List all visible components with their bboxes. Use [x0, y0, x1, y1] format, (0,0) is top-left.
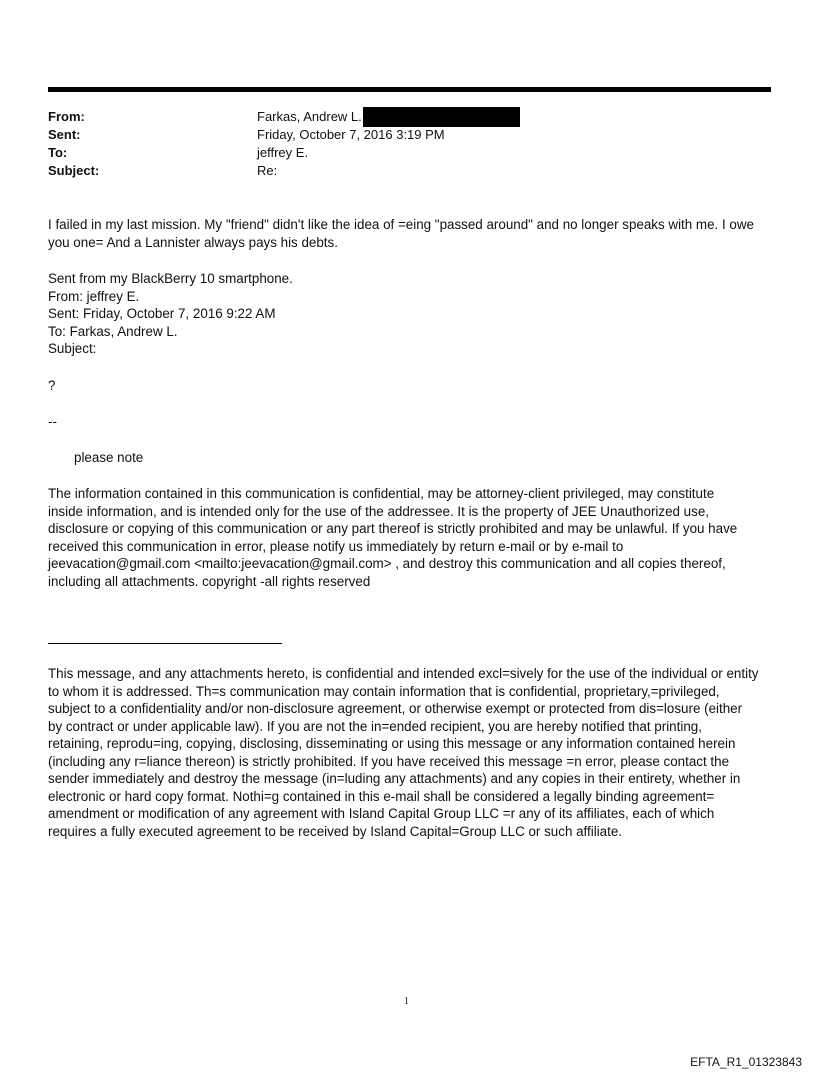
subject-label: Subject: — [48, 163, 100, 178]
confidential-line: inside information, and is intended only for the use of the addressee. It is the property of JEE Unauthorized use, — [48, 503, 709, 519]
disclaimer-line: amendment or modification of any agreement with Island Capital Group LLC =r any of its affiliates, each of which — [48, 806, 715, 821]
from-value: Farkas, Andrew L. — [257, 109, 362, 124]
quoted-line: To: Farkas, Andrew L. — [48, 323, 178, 339]
disclaimer-line: (including any r=liance thereon) is strictly prohibited. If you have received this message =n error, please contact the — [48, 753, 730, 769]
disclaimer-line: to whom it is addressed. Th=s communication may contain information that is confidential, proprietary,=privileged, — [48, 683, 720, 699]
disclaimer-paragraph — [48, 665, 778, 840]
disclaimer-line: by contract or under applicable law). If you are not the in=ended recipient, you are hereby notified that printing, — [48, 718, 702, 734]
please-note: please note — [74, 450, 144, 465]
to-label: To: — [48, 145, 68, 160]
reply-line: I failed in my last mission. My "friend" didn't like the idea of =eing "passed around" and no longer speaks with me. I owe — [48, 217, 754, 232]
confidentiality-paragraph — [48, 485, 778, 590]
page-number: 1 — [404, 996, 409, 1007]
confidential-line: received this communication in error, please notify us immediately by return e-mail or by e-mail to — [48, 538, 624, 554]
confidential-line: including all attachments. copyright -all rights reserved — [48, 573, 371, 589]
disclaimer-line: retaining, reprodu=ing, copying, disclosing, disseminating or using this message or any information contained herein — [48, 736, 736, 751]
quoted-header — [48, 270, 778, 358]
reply-paragraph — [48, 216, 778, 251]
confidential-line: disclosure or copying of this communication or any part thereof is strictly prohibited and may be unlawful. If you have — [48, 521, 738, 536]
confidential-line: jeevacation@gmail.com <mailto:jeevacation@gmail.com> , and destroy this communication and all copies thereof, — [48, 556, 726, 571]
to-value: jeffrey E. — [257, 145, 309, 160]
signature-separator: -- — [48, 414, 57, 429]
disclaimer-line: sender immediately and destroy the message (in=luding any attachments) and any copies in their entirety, whether in — [48, 771, 741, 786]
disclaimer-line: This message, and any attachments hereto, is confidential and intended excl=sively for the use of the individual or entity — [48, 666, 759, 681]
subject-value: Re: — [257, 163, 278, 178]
disclaimer-line: electronic or hard copy format. Nothi=g contained in this e-mail shall be considered a legally binding agreement= — [48, 788, 715, 804]
header-rule — [48, 87, 771, 92]
sent-label: Sent: — [48, 127, 81, 142]
quoted-line: Subject: — [48, 341, 97, 356]
quoted-line: From: jeffrey E. — [48, 288, 140, 304]
quoted-line: Sent: Friday, October 7, 2016 9:22 AM — [48, 306, 276, 321]
from-label: From: — [48, 109, 85, 124]
confidential-line: The information contained in this communication is confidential, may be attorney-client privileged, may constitute — [48, 486, 715, 501]
sent-value: Friday, October 7, 2016 3:19 PM — [257, 127, 445, 142]
disclaimer-line: subject to a confidentiality and/or non-disclosure agreement, or otherwise exempt or protected from dis=losure (either — [48, 701, 743, 716]
reply-line: you one= And a Lannister always pays his debts. — [48, 234, 338, 250]
redaction-block — [363, 107, 520, 127]
document-id: EFTA_R1_01323843 — [690, 1055, 802, 1069]
quoted-line: Sent from my BlackBerry 10 smartphone. — [48, 271, 293, 286]
disclaimer-rule — [48, 643, 282, 644]
question-mark: ? — [48, 378, 56, 393]
disclaimer-line: requires a fully executed agreement to be received by Island Capital=Group LLC or such affiliate. — [48, 823, 623, 839]
